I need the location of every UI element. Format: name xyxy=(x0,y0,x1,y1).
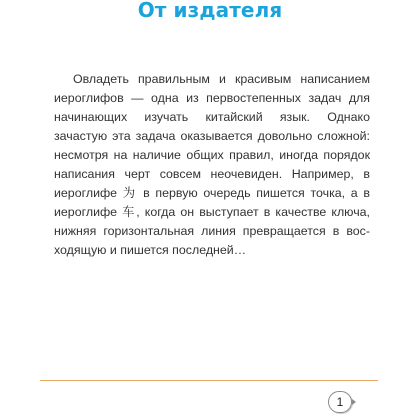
footer-divider xyxy=(40,380,378,381)
page-title: От издателя xyxy=(137,0,283,22)
body-paragraph: Овладеть правильным и красивым написанием иероглифов — одна из первостепенных задач для начинающих изучать китайский язык. Однако зачастую эта задача оказывается довольно сложной: несмотря на наличие общих правил, иногда порядок написания черт совсем неочевиден. Например, в иероглифе 为 в первую очередь пишется точка, а в иероглифе 车, когда он выступает в качестве ключа, нижняя горизонтальная линия превращается в восходящую и пишется последней… xyxy=(54,72,370,257)
page-number-pointer xyxy=(352,399,356,405)
page-number-badge: 1 xyxy=(328,391,352,413)
